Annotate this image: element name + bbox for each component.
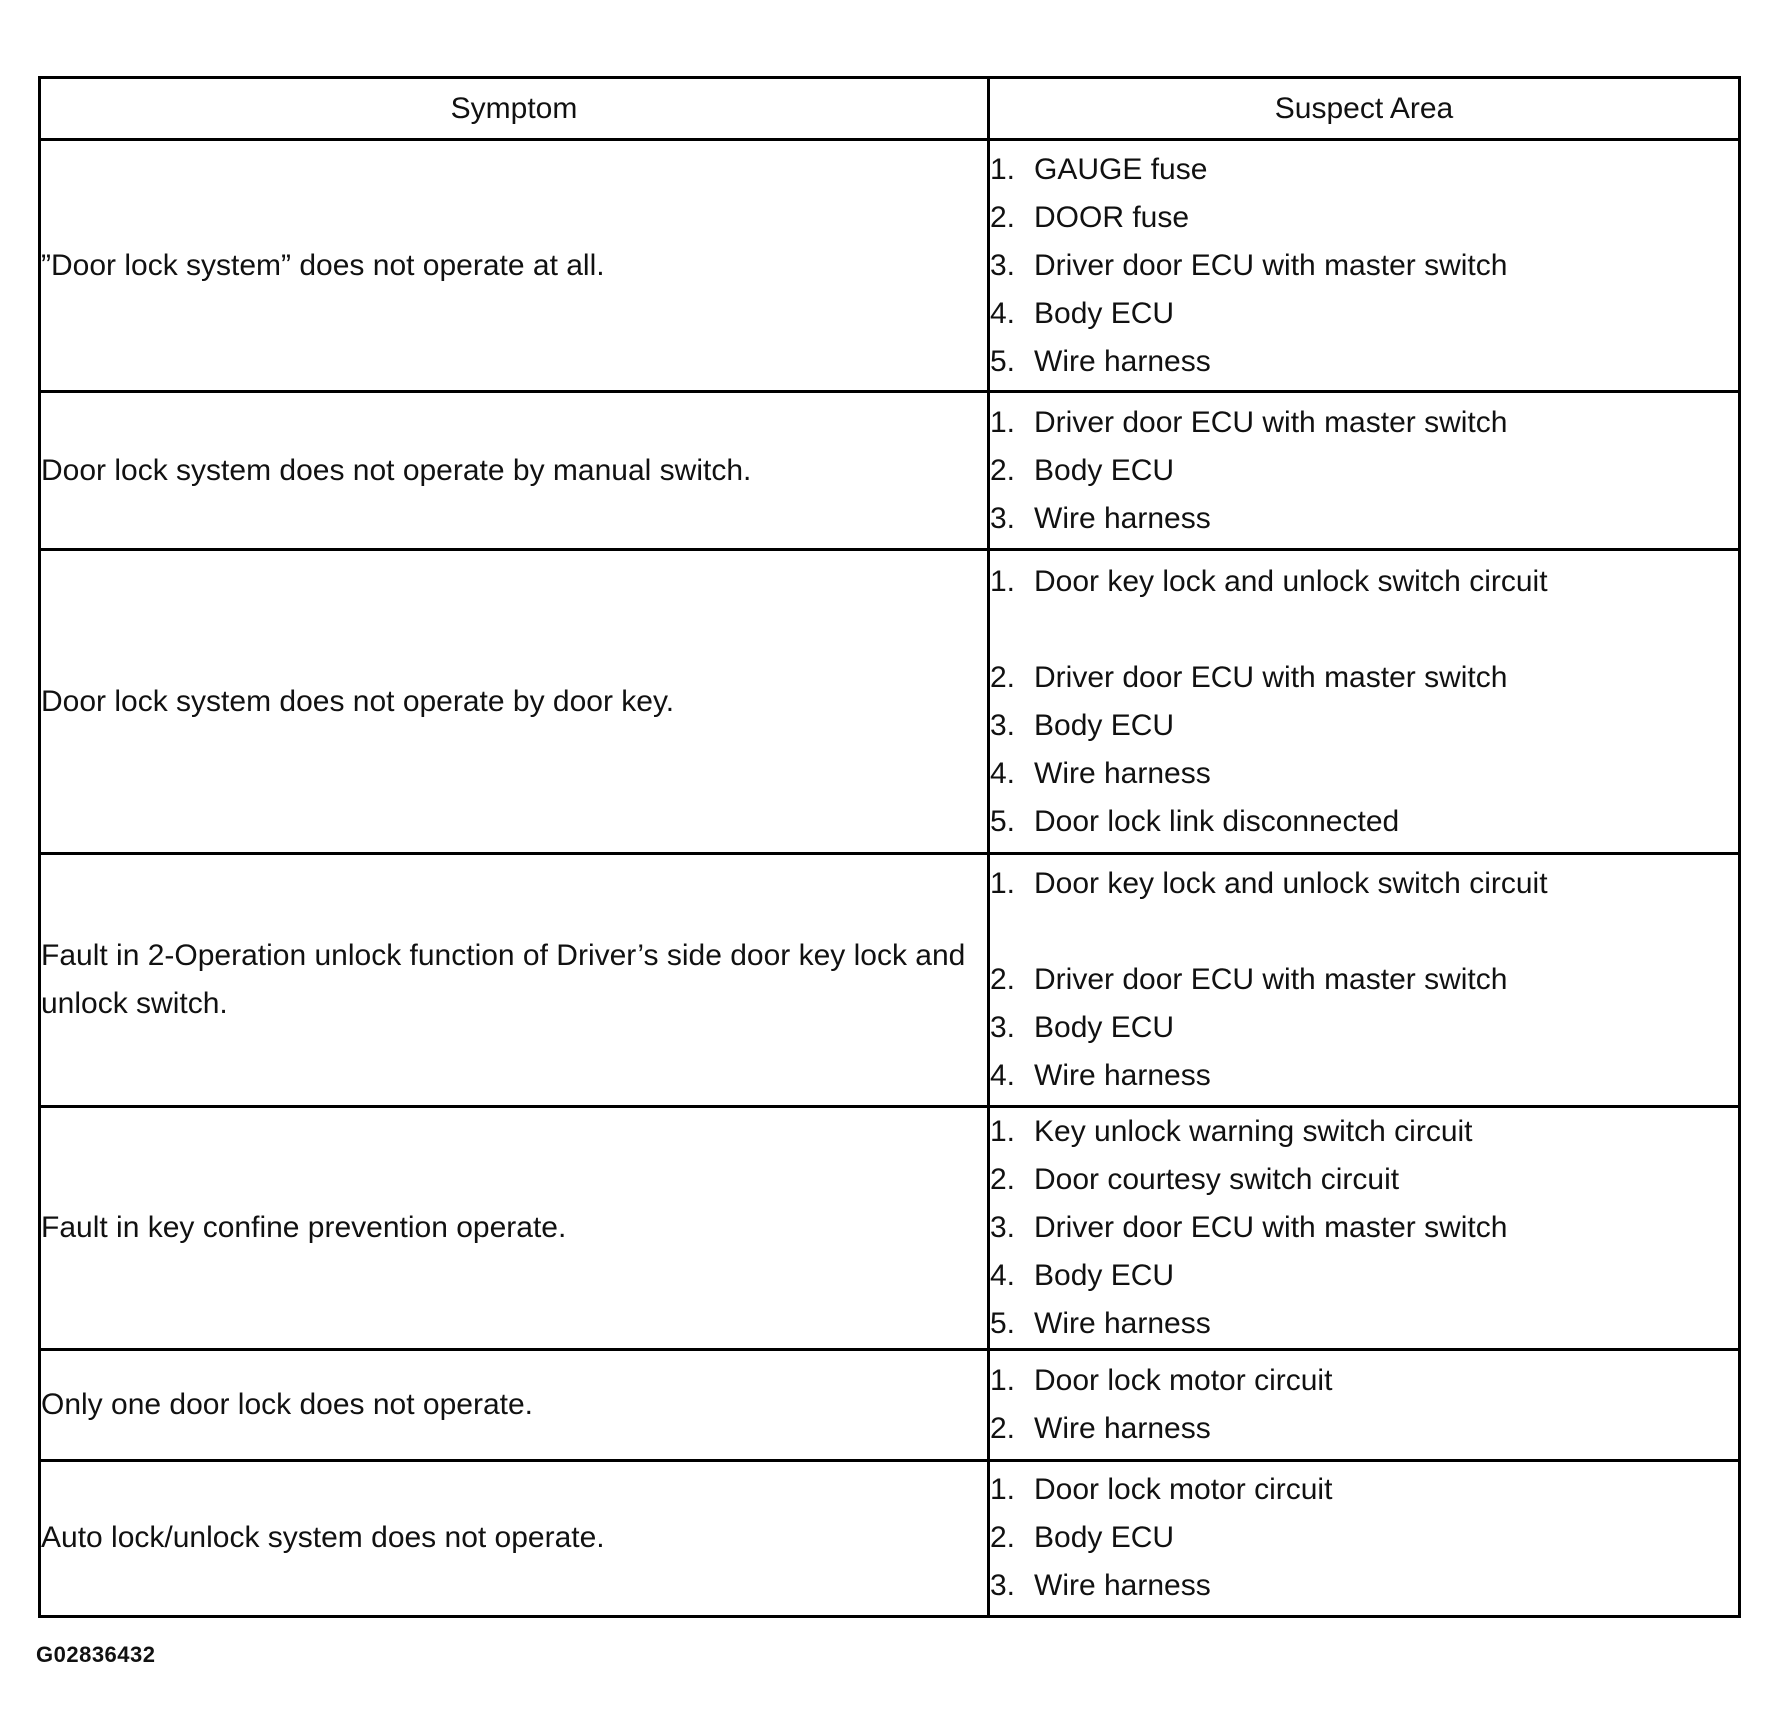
suspect-text: Wire harness — [1034, 344, 1211, 378]
suspect-number: 4. — [990, 296, 1016, 330]
suspect-item — [990, 1466, 1738, 1514]
suspect-list — [990, 1466, 1738, 1610]
symptom-cell: Door lock system does not operate by door key. — [40, 550, 989, 854]
suspect-number: 4. — [990, 756, 1016, 790]
suspect-number: 3. — [990, 1011, 1016, 1045]
suspect-item — [990, 146, 1738, 194]
suspect-item — [990, 1405, 1738, 1453]
suspect-item — [990, 1357, 1738, 1405]
suspect-number: 1. — [990, 564, 1016, 598]
suspect-item — [990, 1156, 1738, 1204]
suspect-number: 3. — [990, 248, 1016, 282]
suspect-item — [990, 1108, 1738, 1156]
suspect-text: Driver door ECU with master switch — [1034, 405, 1508, 439]
header-suspect-area: Suspect Area — [989, 78, 1740, 140]
header-row — [40, 78, 1740, 140]
suspect-number: 1. — [990, 1473, 1016, 1507]
suspect-text: Body ECU — [1034, 296, 1175, 330]
suspect-item — [990, 558, 1738, 606]
suspect-text: GAUGE fuse — [1034, 152, 1208, 186]
header-symptom: Symptom — [40, 78, 989, 140]
suspect-number: 1. — [990, 867, 1016, 901]
suspect-item — [990, 1204, 1738, 1252]
suspect-text: Wire harness — [1034, 1059, 1211, 1093]
suspect-text: DOOR fuse — [1034, 200, 1190, 234]
suspect-text: Body ECU — [1034, 708, 1175, 742]
suspect-number: 1. — [990, 152, 1016, 186]
suspect-text: Body ECU — [1034, 1521, 1175, 1555]
suspect-area-cell — [989, 140, 1740, 392]
suspect-text: Wire harness — [1034, 1569, 1211, 1603]
suspect-text: Driver door ECU with master switch — [1034, 660, 1508, 694]
suspect-text: Body ECU — [1034, 1258, 1175, 1292]
suspect-item — [990, 860, 1738, 908]
suspect-number: 4. — [990, 1059, 1016, 1093]
suspect-item — [990, 447, 1738, 495]
suspect-number: 2. — [990, 660, 1016, 694]
suspect-text: Driver door ECU with master switch — [1034, 1210, 1508, 1244]
table-row — [40, 140, 1740, 392]
suspect-number: 2. — [990, 1162, 1016, 1196]
table-row — [40, 854, 1740, 1106]
table-row — [40, 1460, 1740, 1616]
suspect-item — [990, 702, 1738, 750]
suspect-number: 2. — [990, 963, 1016, 997]
suspect-list — [990, 860, 1738, 1100]
suspect-text: Wire harness — [1034, 1306, 1211, 1340]
suspect-number: 2. — [990, 200, 1016, 234]
table-row — [40, 1349, 1740, 1460]
table-row — [40, 1106, 1740, 1349]
suspect-list — [990, 558, 1738, 846]
suspect-list — [990, 399, 1738, 543]
suspect-item — [990, 242, 1738, 290]
suspect-text: Door lock motor circuit — [1034, 1363, 1333, 1397]
suspect-item — [990, 798, 1738, 846]
suspect-area-cell — [989, 854, 1740, 1106]
suspect-text: Body ECU — [1034, 453, 1175, 487]
suspect-number: 2. — [990, 453, 1016, 487]
suspect-area-cell — [989, 1349, 1740, 1460]
suspect-number: 1. — [990, 405, 1016, 439]
symptom-cell: Fault in key confine prevention operate. — [40, 1106, 989, 1349]
suspect-item — [990, 750, 1738, 798]
symptom-cell: Door lock system does not operate by manual switch. — [40, 392, 989, 550]
suspect-text: Door key lock and unlock switch circuit — [1034, 564, 1548, 598]
suspect-text: Wire harness — [1034, 501, 1211, 535]
suspect-item — [990, 1052, 1738, 1100]
suspect-list — [990, 1357, 1738, 1453]
suspect-list — [990, 146, 1738, 386]
suspect-list — [990, 1108, 1738, 1348]
suspect-number: 4. — [990, 1258, 1016, 1292]
suspect-text: Door lock link disconnected — [1034, 804, 1400, 838]
suspect-number: 3. — [990, 1569, 1016, 1603]
symptom-cell: Fault in 2-Operation unlock function of Driver’s side door key lock and unlock switch. — [40, 854, 989, 1106]
suspect-text: Door lock motor circuit — [1034, 1473, 1333, 1507]
suspect-item — [990, 1562, 1738, 1610]
suspect-text: Driver door ECU with master switch — [1034, 963, 1508, 997]
suspect-area-cell — [989, 550, 1740, 854]
suspect-number: 1. — [990, 1114, 1016, 1148]
symptom-cell: Only one door lock does not operate. — [40, 1349, 989, 1460]
symptom-cell: Auto lock/unlock system does not operate. — [40, 1460, 989, 1616]
suspect-number: 3. — [990, 501, 1016, 535]
suspect-text: Door key lock and unlock switch circuit — [1034, 867, 1548, 901]
table-row — [40, 392, 1740, 550]
symptom-table — [38, 76, 1741, 1618]
suspect-area-cell — [989, 392, 1740, 550]
figure-code: G02836432 — [36, 1642, 156, 1667]
suspect-item — [990, 290, 1738, 338]
suspect-text: Wire harness — [1034, 1411, 1211, 1445]
suspect-item — [990, 495, 1738, 543]
suspect-number: 1. — [990, 1363, 1016, 1397]
suspect-number: 2. — [990, 1521, 1016, 1555]
suspect-number: 5. — [990, 1306, 1016, 1340]
suspect-area-cell — [989, 1460, 1740, 1616]
suspect-item — [990, 1300, 1738, 1348]
suspect-text: Key unlock warning switch circuit — [1034, 1114, 1473, 1148]
suspect-number: 2. — [990, 1411, 1016, 1445]
suspect-item — [990, 654, 1738, 702]
symptom-cell: ”Door lock system” does not operate at all. — [40, 140, 989, 392]
suspect-text: Door courtesy switch circuit — [1034, 1162, 1400, 1196]
suspect-item — [990, 194, 1738, 242]
suspect-number: 5. — [990, 804, 1016, 838]
suspect-item — [990, 399, 1738, 447]
suspect-item — [990, 1514, 1738, 1562]
suspect-number: 5. — [990, 344, 1016, 378]
suspect-item — [990, 1252, 1738, 1300]
suspect-text: Driver door ECU with master switch — [1034, 248, 1508, 282]
suspect-area-cell — [989, 1106, 1740, 1349]
suspect-number: 3. — [990, 708, 1016, 742]
suspect-number: 3. — [990, 1210, 1016, 1244]
suspect-item — [990, 338, 1738, 386]
suspect-text: Wire harness — [1034, 756, 1211, 790]
table-row — [40, 550, 1740, 854]
suspect-item — [990, 956, 1738, 1004]
suspect-text: Body ECU — [1034, 1011, 1175, 1045]
suspect-item — [990, 1004, 1738, 1052]
